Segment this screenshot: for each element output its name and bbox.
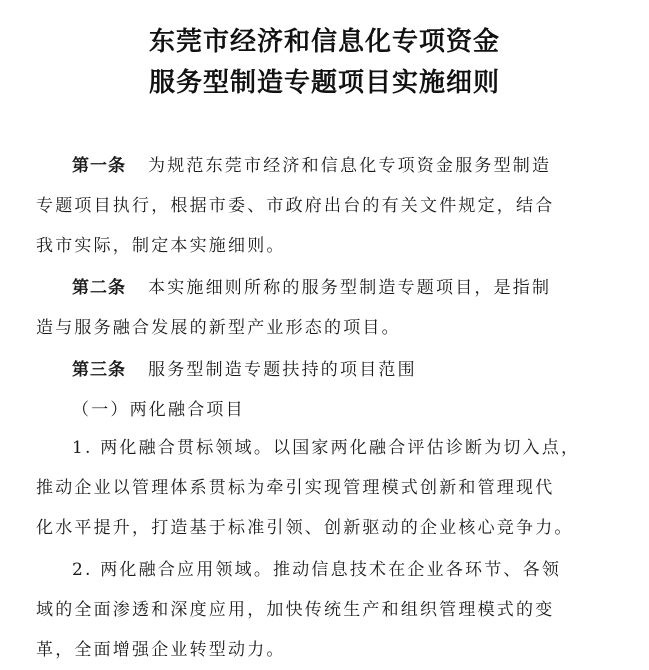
article-3-text-1: 服务型制造专题扶持的项目范围 [148,360,417,380]
article-1 [36,146,614,266]
section-1-heading: （一）两化融合项目 [72,400,245,420]
section-1 [36,390,614,430]
article-2-text-1: 本实施细则所称的服务型制造专题项目，是指制 [148,278,552,298]
article-1-text-1: 为规范东莞市经济和信息化专项资金服务型制造 [148,156,552,176]
item-2-line-1: 2. 两化融合应用领域。推动信息技术在企业各环节、各领 [72,560,562,580]
document-title-line-1: 东莞市经济和信息化专项资金 [148,27,500,57]
article-1-line-1 [36,146,614,186]
article-1-line-2: 专题项目执行，根据市委、市政府出台的有关文件规定，结合 [36,196,555,216]
article-1-line-3: 我市实际，制定本实施细则。 [36,236,286,256]
item-1-line-3: 化水平提升，打造基于标准引领、创新驱动的企业核心竞争力。 [36,518,574,538]
article-2-heading: 第二条 [72,278,126,298]
article-2 [36,268,614,348]
article-3 [36,350,614,390]
item-1 [36,428,614,548]
item-2-line-2: 域的全面渗透和深度应用，加快传统生产和组织管理模式的变 [36,600,555,620]
article-1-heading: 第一条 [72,156,126,176]
article-2-line-1 [36,268,614,308]
item-2-line-3: 革，全面增强企业转型动力。 [36,640,286,660]
item-2 [36,550,614,670]
article-3-line-1 [36,350,614,390]
article-2-line-2: 造与服务融合发展的新型产业形态的项目。 [36,318,401,338]
item-1-line-1: 1. 两化融合贯标领域。以国家两化融合评估诊断为切入点， [72,438,581,458]
document-title-line-2: 服务型制造专题项目实施细则 [148,68,500,98]
item-1-line-2: 推动企业以管理体系贯标为牵引实现管理模式创新和管理现代 [36,478,555,498]
article-3-heading: 第三条 [72,360,126,380]
